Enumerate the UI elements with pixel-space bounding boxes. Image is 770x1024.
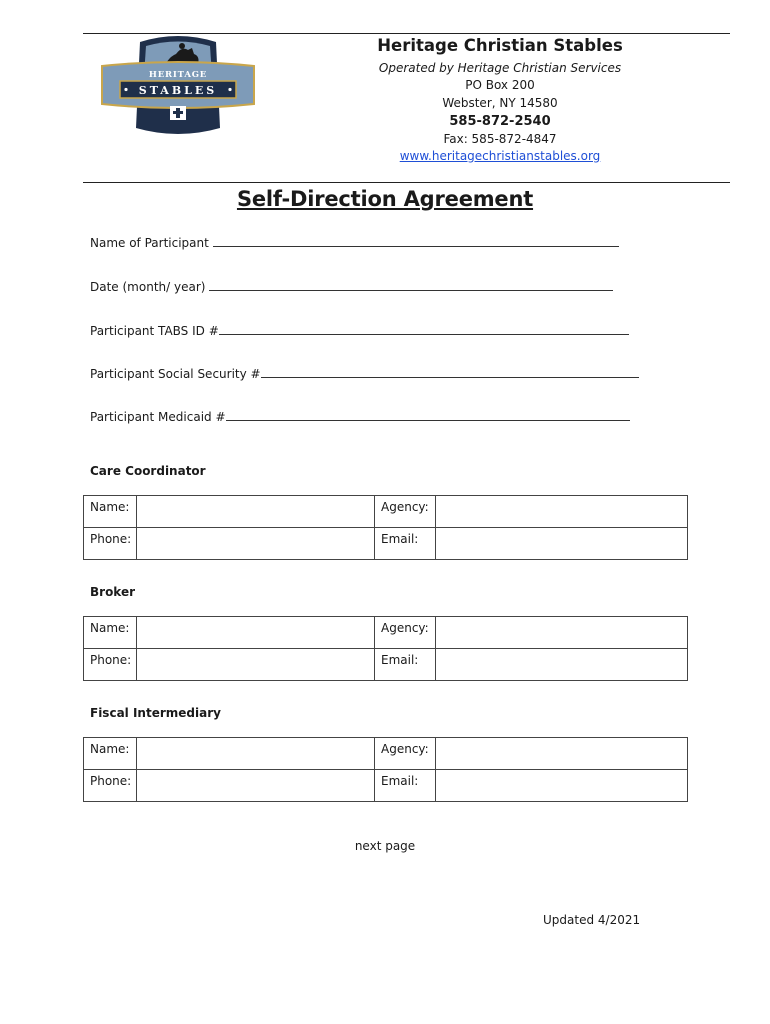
table-row: [84, 738, 688, 770]
po-box: PO Box 200: [465, 78, 535, 92]
tabs-id-blank[interactable]: [219, 322, 629, 335]
care-coordinator-phone-cell[interactable]: [137, 528, 375, 560]
table-row: [84, 649, 688, 681]
broker-email-cell[interactable]: [436, 649, 688, 681]
name-label: Name:: [84, 617, 137, 649]
agency-label: Agency:: [375, 496, 436, 528]
fiscal-intermediary-table: [83, 737, 688, 802]
fiscal-intermediary-email-cell[interactable]: [436, 770, 688, 802]
agency-label: Agency:: [375, 617, 436, 649]
email-label: Email:: [375, 649, 436, 681]
broker-name-cell[interactable]: [137, 617, 375, 649]
phone-number: 585-872-2540: [449, 114, 551, 129]
broker-phone-cell[interactable]: [137, 649, 375, 681]
logo-text-stables: STABLES: [138, 84, 218, 97]
agency-label: Agency:: [375, 738, 436, 770]
document-title: Self-Direction Agreement: [236, 187, 534, 211]
name-label: Name:: [84, 738, 137, 770]
participant-name-field: [90, 234, 619, 250]
city-state-zip: Webster, NY 14580: [442, 96, 558, 110]
updated-date: Updated 4/2021: [543, 913, 641, 927]
email-label: Email:: [375, 528, 436, 560]
org-name: Heritage Christian Stables: [377, 36, 623, 55]
participant-name-blank[interactable]: [213, 234, 619, 247]
care-coordinator-table: [83, 495, 688, 560]
broker-heading: Broker: [90, 585, 136, 599]
logo-text-heritage: HERITAGE: [148, 70, 208, 80]
phone-label: Phone:: [84, 649, 137, 681]
medicaid-label: Participant Medicaid #: [90, 410, 226, 424]
operated-by: Operated by Heritage Christian Services: [378, 61, 622, 75]
phone-label: Phone:: [84, 528, 137, 560]
table-row: [84, 617, 688, 649]
fax-number: Fax: 585-872-4847: [443, 132, 557, 146]
tabs-id-label: Participant TABS ID #: [90, 324, 219, 338]
broker-agency-cell[interactable]: [436, 617, 688, 649]
fiscal-intermediary-heading: Fiscal Intermediary: [90, 706, 221, 720]
social-security-label: Participant Social Security #: [90, 367, 261, 381]
care-coordinator-email-cell[interactable]: [436, 528, 688, 560]
tabs-id-field: [90, 322, 629, 338]
next-page-note: next page: [354, 839, 416, 853]
social-security-field: [90, 365, 639, 381]
medicaid-field: [90, 408, 630, 424]
care-coordinator-name-cell[interactable]: [137, 496, 375, 528]
fiscal-intermediary-name-cell[interactable]: [137, 738, 375, 770]
care-coordinator-agency-cell[interactable]: [436, 496, 688, 528]
header-top-rule: [83, 33, 730, 34]
table-row: [84, 528, 688, 560]
table-row: [84, 496, 688, 528]
date-label: Date (month/ year): [90, 280, 210, 294]
website-link[interactable]: www.heritagechristianstables.org: [399, 149, 601, 163]
care-coordinator-heading: Care Coordinator: [90, 464, 206, 478]
broker-table: [83, 616, 688, 681]
phone-label: Phone:: [84, 770, 137, 802]
fiscal-intermediary-agency-cell[interactable]: [436, 738, 688, 770]
email-label: Email:: [375, 770, 436, 802]
date-blank[interactable]: [209, 278, 613, 291]
table-row: [84, 770, 688, 802]
date-field: [90, 278, 613, 294]
social-security-blank[interactable]: [261, 365, 639, 378]
name-label: Name:: [84, 496, 137, 528]
participant-name-label: Name of Participant: [90, 236, 213, 250]
medicaid-blank[interactable]: [226, 408, 630, 421]
fiscal-intermediary-phone-cell[interactable]: [137, 770, 375, 802]
heritage-christian-stables-logo: [100, 36, 256, 136]
header-bottom-rule: [83, 182, 730, 183]
